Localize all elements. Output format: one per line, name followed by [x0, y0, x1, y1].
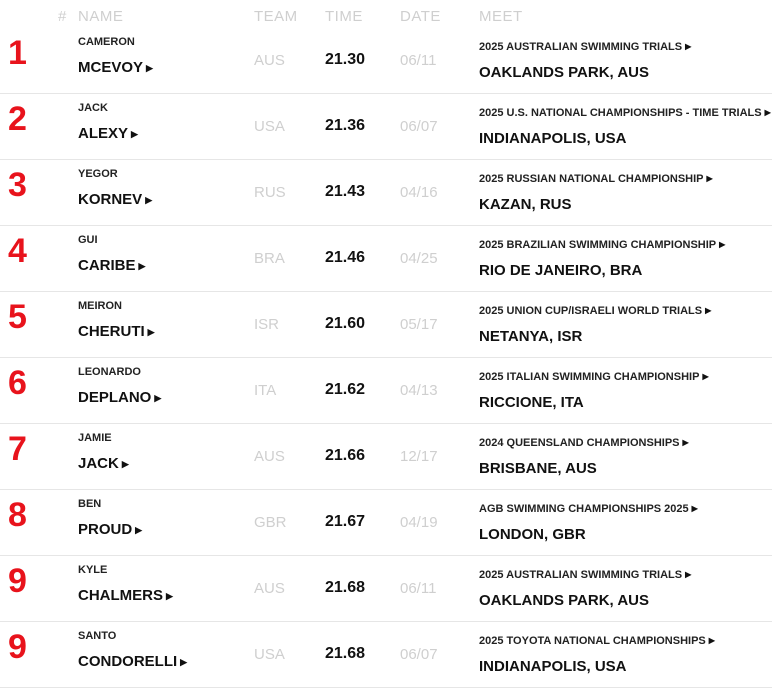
team-code: USA	[254, 646, 285, 663]
swim-date: 04/16	[400, 184, 438, 201]
team-code: GBR	[254, 514, 287, 531]
meet-name: 2025 U.S. NATIONAL CHAMPIONSHIPS - TIME TRIALS	[479, 107, 762, 119]
caret-right-icon: ▶	[682, 438, 689, 447]
rank-number: 9	[8, 562, 27, 600]
meet-link[interactable]	[479, 569, 691, 581]
swim-date: 06/07	[400, 646, 438, 663]
meet-location: INDIANAPOLIS, USA	[479, 658, 627, 675]
team-code: RUS	[254, 184, 286, 201]
swim-time: 21.68	[325, 645, 366, 662]
caret-right-icon: ▶	[685, 42, 692, 51]
last-name: CHALMERS	[78, 587, 163, 604]
meet-name: 2025 BRAZILIAN SWIMMING CHAMPIONSHIP	[479, 239, 717, 251]
swim-date: 05/17	[400, 316, 438, 333]
swim-time: 21.43	[325, 183, 366, 200]
header-name: NAME	[78, 8, 124, 25]
caret-right-icon: ▶	[702, 372, 709, 381]
swimmer-link[interactable]	[78, 125, 138, 142]
caret-right-icon: ▶	[706, 174, 713, 183]
header-date: DATE	[400, 8, 441, 25]
swim-date: 06/11	[400, 52, 437, 69]
caret-right-icon: ▶	[145, 195, 153, 205]
meet-link[interactable]	[479, 305, 711, 317]
meet-link[interactable]	[479, 503, 698, 515]
table-row	[0, 160, 772, 226]
swim-time: 21.66	[325, 447, 366, 464]
swimmer-link[interactable]	[78, 323, 155, 340]
team-code: ISR	[254, 316, 280, 333]
rank-number: 1	[8, 34, 27, 72]
rank-number: 5	[8, 298, 27, 336]
meet-location: RIO DE JANEIRO, BRA	[479, 262, 643, 279]
last-name: JACK	[78, 455, 119, 472]
last-name: ALEXY	[78, 125, 129, 142]
swimmer-link[interactable]	[78, 455, 129, 472]
caret-right-icon: ▶	[719, 240, 726, 249]
meet-name: AGB SWIMMING CHAMPIONSHIPS 2025	[479, 503, 689, 515]
team-code: USA	[254, 118, 285, 135]
team-code: AUS	[254, 52, 285, 69]
swim-time: 21.60	[325, 315, 366, 332]
meet-link[interactable]	[479, 173, 713, 185]
swimmer-link[interactable]	[78, 389, 161, 406]
meet-name: 2025 RUSSIAN NATIONAL CHAMPIONSHIP	[479, 173, 704, 185]
last-name: CONDORELLI	[78, 653, 178, 670]
first-name: JACK	[78, 102, 108, 114]
last-name: MCEVOY	[78, 59, 144, 76]
first-name: GUI	[78, 234, 98, 246]
rank-number: 6	[8, 364, 27, 402]
caret-right-icon: ▶	[685, 570, 692, 579]
meet-location: BRISBANE, AUS	[479, 460, 597, 477]
team-code: AUS	[254, 580, 285, 597]
rank-number: 4	[8, 232, 27, 270]
last-name: DEPLANO	[78, 389, 152, 406]
swimmer-link[interactable]	[78, 191, 152, 208]
table-row	[0, 226, 772, 292]
table-row	[0, 490, 772, 556]
header-team: TEAM	[254, 8, 298, 25]
meet-name: 2025 AUSTRALIAN SWIMMING TRIALS	[479, 569, 683, 581]
table-row	[0, 28, 772, 94]
swim-date: 04/13	[400, 382, 438, 399]
table-row	[0, 556, 772, 622]
first-name: BEN	[78, 498, 102, 510]
caret-right-icon: ▶	[147, 327, 155, 337]
meet-location: NETANYA, ISR	[479, 328, 583, 345]
caret-right-icon: ▶	[180, 657, 188, 667]
caret-right-icon: ▶	[764, 108, 771, 117]
meet-link[interactable]	[479, 107, 771, 119]
swim-time: 21.68	[325, 579, 366, 596]
swimmer-link[interactable]	[78, 587, 173, 604]
caret-right-icon: ▶	[135, 525, 143, 535]
meet-location: OAKLANDS PARK, AUS	[479, 64, 650, 81]
first-name: LEONARDO	[78, 366, 141, 378]
table-header	[0, 0, 772, 28]
meet-location: RICCIONE, ITA	[479, 394, 584, 411]
table-row	[0, 622, 772, 688]
meet-link[interactable]	[479, 41, 691, 53]
meet-link[interactable]	[479, 437, 689, 449]
rank-number: 9	[8, 628, 27, 666]
meet-name: 2025 TOYOTA NATIONAL CHAMPIONSHIPS	[479, 635, 706, 647]
team-code: AUS	[254, 448, 285, 465]
swim-date: 12/17	[400, 448, 438, 465]
first-name: SANTO	[78, 630, 117, 642]
header-rank: #	[58, 8, 67, 25]
meet-name: 2025 ITALIAN SWIMMING CHAMPIONSHIP	[479, 371, 700, 383]
swimmer-link[interactable]	[78, 653, 187, 670]
swim-date: 06/11	[400, 580, 437, 597]
swimmer-link[interactable]	[78, 59, 153, 76]
swimmer-link[interactable]	[78, 257, 145, 274]
caret-right-icon: ▶	[705, 306, 712, 315]
meet-link[interactable]	[479, 635, 715, 647]
swim-time: 21.62	[325, 381, 366, 398]
rank-number: 3	[8, 166, 27, 204]
caret-right-icon: ▶	[146, 63, 153, 73]
meet-name: 2024 QUEENSLAND CHAMPIONSHIPS	[479, 437, 680, 449]
swim-time: 21.46	[325, 249, 366, 266]
meet-location: OAKLANDS PARK, AUS	[479, 592, 650, 609]
swim-date: 04/19	[400, 514, 438, 531]
rank-number: 2	[8, 100, 27, 138]
table-body	[0, 28, 772, 688]
team-code: BRA	[254, 250, 285, 267]
meet-name: 2025 UNION CUP/ISRAELI WORLD TRIALS	[479, 305, 703, 317]
table-row	[0, 292, 772, 358]
table-row	[0, 358, 772, 424]
meet-link[interactable]	[479, 371, 709, 383]
last-name: CHERUTI	[78, 323, 145, 340]
rank-number: 8	[8, 496, 27, 534]
meet-location: KAZAN, RUS	[479, 196, 572, 213]
header-time: TIME	[325, 8, 363, 25]
last-name: KORNEV	[78, 191, 143, 208]
first-name: MEIRON	[78, 300, 122, 312]
table-row	[0, 424, 772, 490]
swimmer-link[interactable]	[78, 521, 142, 538]
meet-name: 2025 AUSTRALIAN SWIMMING TRIALS	[479, 41, 683, 53]
caret-right-icon: ▶	[131, 129, 138, 139]
caret-right-icon: ▶	[691, 504, 698, 513]
last-name: PROUD	[78, 521, 133, 538]
meet-location: INDIANAPOLIS, USA	[479, 130, 627, 147]
caret-right-icon: ▶	[154, 393, 162, 403]
caret-right-icon: ▶	[166, 591, 173, 601]
first-name: YEGOR	[78, 168, 118, 180]
meet-location: LONDON, GBR	[479, 526, 586, 543]
first-name: CAMERON	[78, 36, 135, 48]
caret-right-icon: ▶	[138, 261, 146, 271]
rank-number: 7	[8, 430, 27, 468]
swim-date: 06/07	[400, 118, 438, 135]
meet-link[interactable]	[479, 239, 725, 251]
first-name: JAMIE	[78, 432, 112, 444]
swim-date: 04/25	[400, 250, 438, 267]
table-row	[0, 94, 772, 160]
header-meet: MEET	[479, 8, 523, 25]
swim-time: 21.30	[325, 51, 366, 68]
last-name: CARIBE	[78, 257, 136, 274]
caret-right-icon: ▶	[708, 636, 715, 645]
caret-right-icon: ▶	[121, 459, 129, 469]
swim-time: 21.67	[325, 513, 366, 530]
first-name: KYLE	[78, 564, 108, 576]
swim-time: 21.36	[325, 117, 366, 134]
team-code: ITA	[254, 382, 277, 399]
